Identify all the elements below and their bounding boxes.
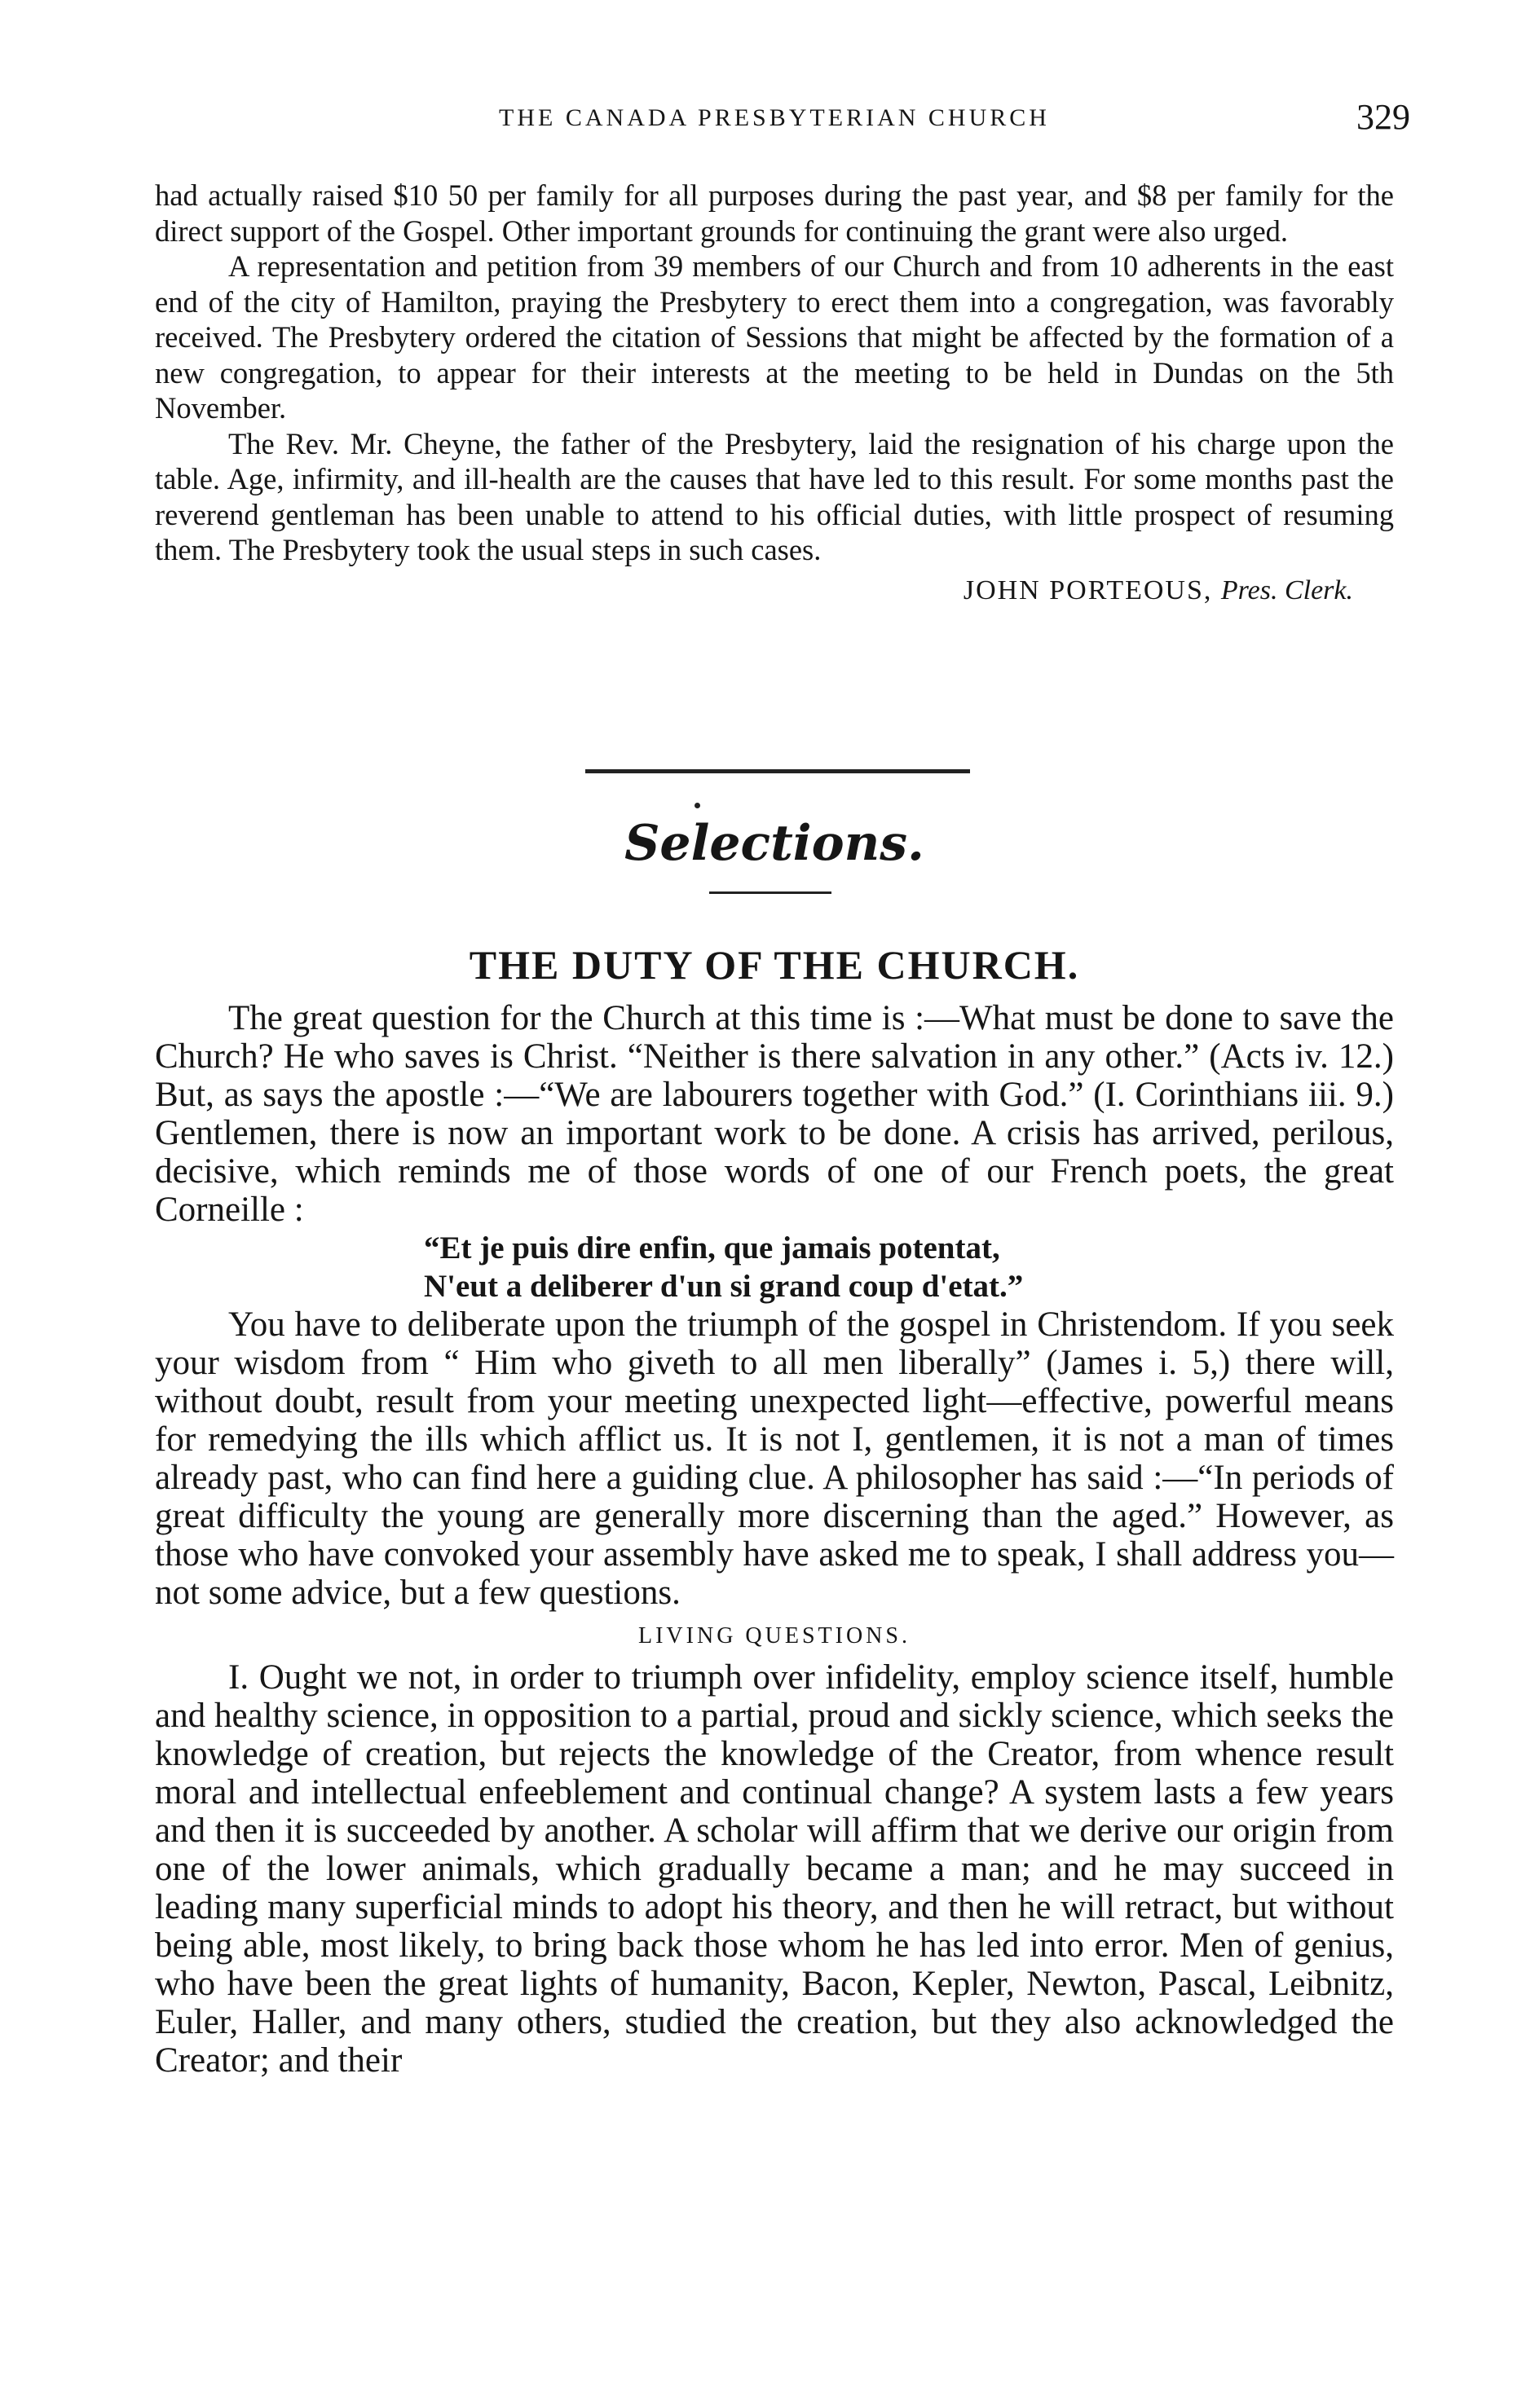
report-paragraph: The Rev. Mr. Cheyne, the father of the Presbytery, laid the resignation of his charge upon the table. Age, infirmity, and ill-health are the causes that have led to this result. For some months past the reverend gentleman has been unable to attend to his official duties, with little prospect of resuming them. The Presbytery took the usual steps in such cases. <box>155 426 1394 566</box>
section-divider <box>585 769 970 773</box>
presbytery-report <box>155 178 1394 608</box>
article-paragraph: I. Ought we not, in order to triumph over infidelity, employ science itself, humble and healthy science, in opposition to a partial, proud and sickly science, which seeks the knowledge of creation, but rejects the knowledge of the Creator, from whence result moral and intellectual enfeeblement and continual change? A system lasts a few years and then it is succeeded by another. A scholar will affirm that we derive our origin from one of the lower animals, which gradually became a man; and he may succeed in leading many superficial minds to adopt his theory, and then he will retract, but without being able, most likely, to bring back those whom he has led into error. Men of genius, who have been the great lights of humanity, Bacon, Kepler, Newton, Pascal, Leibnitz, Euler, Haller, and many others, studied the creation, but they also acknowledged the Creator; and their <box>155 1658 1394 2080</box>
report-paragraph: had actually raised $10 50 per family for all purposes during the past year, and $8 per family for the direct support of the Gospel. Other important grounds for continuing the grant were also urged. <box>155 178 1394 248</box>
report-paragraph: A representation and petition from 39 members of our Church and from 10 adherents in the east end of the city of Hamilton, praying the Presbytery to erect them into a congregation, was favorably received. The Presbytery ordered the citation of Sessions that might be affected by the formation of a new congregation, to appear for their interests at the meeting to be held in Dundas on the 5th November. <box>155 249 1394 425</box>
article-paragraph: You have to deliberate upon the triumph of the gospel in Christendom. If you seek your wisdom from “ Him who giveth to all men liberally” (James i. 5,) there will, without doubt, result from your meeting unexpected light—effective, powerful means for remedying the ills which afflict us. It is not I, gentlemen, it is not a man of times already past, who can find here a guiding clue. A philosopher has said :—“In periods of great difficulty the young are generally more discerning than the aged.” However, as those who have convoked your assembly have asked me to speak, I shall address you—not some advice, but a few questions. <box>155 1305 1394 1612</box>
signature <box>155 573 1394 609</box>
signature-name: JOHN PORTEOUS, <box>963 574 1213 605</box>
subheading: LIVING QUESTIONS. <box>638 1623 911 1649</box>
running-head: THE CANADA PRESBYTERIAN CHURCH <box>499 104 1050 131</box>
section-underline <box>709 891 831 894</box>
section-title: Selections. <box>624 815 924 872</box>
ornament-dot <box>695 803 700 808</box>
page-number: 329 <box>1356 97 1410 137</box>
signature-title: Pres. Clerk. <box>1220 574 1353 605</box>
article-title: THE DUTY OF THE CHURCH. <box>469 942 1080 988</box>
article-paragraph: The great question for the Church at this time is :—What must be done to save the Church? He who saves is Christ. “Neither is there salvation in any other.” (Acts iv. 12.) But, as says the apostle :—“We are labourers together with God.” (I. Corinthians iii. 9.) Gentlemen, there is now an important work to be done. A crisis has arrived, perilous, decisive, which reminds me of those words of one of our French poets, the great Corneille : <box>155 999 1394 1229</box>
article-body <box>155 999 1394 2080</box>
page-header <box>155 96 1410 145</box>
quote-line: “Et je puis dire enfin, que jamais potentat, <box>424 1230 1000 1266</box>
quote-line: N'eut a deliberer d'un si grand coup d'etat.” <box>424 1269 1024 1304</box>
